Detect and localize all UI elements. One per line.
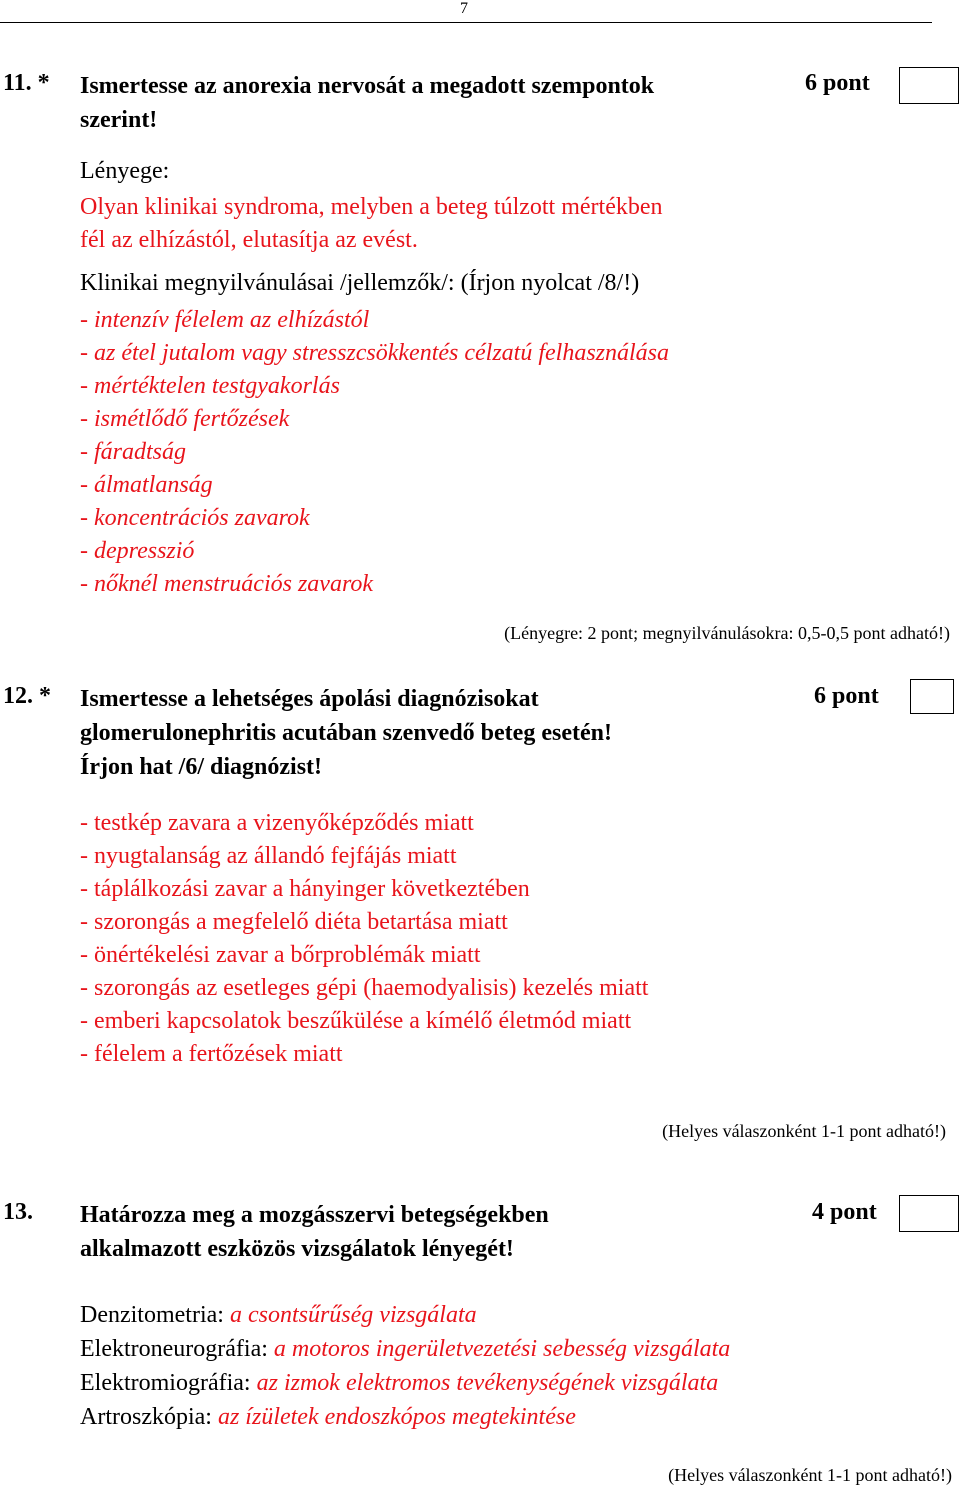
definition-item xyxy=(80,1298,730,1332)
points-label: 6 pont xyxy=(805,70,870,96)
list-item: - táplálkozási zavar a hányinger következtében xyxy=(80,876,530,902)
term: Elektroneurográfia: xyxy=(80,1336,268,1362)
definition: az ízületek endoszkópos megtekintése xyxy=(217,1404,576,1430)
question-title xyxy=(80,1198,549,1266)
definition-item xyxy=(80,1400,730,1434)
list-item: - emberi kapcsolatok beszűkülése a kímélő életmód miatt xyxy=(80,1008,632,1034)
essence-label: Lényege: xyxy=(80,158,170,184)
list-item: - fáradtság xyxy=(80,439,187,465)
question-title xyxy=(80,69,654,137)
essence-answer xyxy=(80,191,663,257)
answers-list xyxy=(80,807,648,1071)
list-item: - ismétlődő fertőzések xyxy=(80,406,290,432)
points-label: 4 pont xyxy=(812,1199,877,1225)
definitions-list xyxy=(80,1298,730,1434)
page-number: 7 xyxy=(460,0,468,17)
score-box[interactable] xyxy=(899,1195,959,1232)
definition-item xyxy=(80,1332,730,1366)
list-item: - nőknél menstruációs zavarok xyxy=(80,571,374,597)
title-line: Írjon hat /6/ diagnózist! xyxy=(80,754,323,780)
term: Artroszkópia: xyxy=(80,1404,212,1430)
list-item: - testkép zavara a vizenyőképződés miatt xyxy=(80,810,474,836)
answer-line: Olyan klinikai syndroma, melyben a beteg túlzott mértékben xyxy=(80,194,663,220)
list-item: - önértékelési zavar a bőrproblémák miatt xyxy=(80,942,481,968)
list-item: - depresszió xyxy=(80,538,195,564)
list-item: - álmatlanság xyxy=(80,472,213,498)
title-line: szerint! xyxy=(80,107,158,133)
points-label: 6 pont xyxy=(814,683,879,709)
list-item: - szorongás az esetleges gépi (haemodyalisis) kezelés miatt xyxy=(80,975,649,1001)
scoring-note: (Lényegre: 2 pont; megnyilvánulásokra: 0,5-0,5 pont adható!) xyxy=(504,623,950,643)
list-item: - mértéktelen testgyakorlás xyxy=(80,373,340,399)
term: Denzitometria: xyxy=(80,1302,224,1328)
title-line: glomerulonephritis acutában szenvedő beteg esetén! xyxy=(80,720,612,746)
symptoms-label: Klinikai megnyilvánulásai /jellemzők/: (Írjon nyolcat /8/!) xyxy=(80,270,640,296)
term: Elektromiográfia: xyxy=(80,1370,251,1396)
question-number: 11. * xyxy=(3,70,50,96)
list-item: - nyugtalanság az állandó fejfájás miatt xyxy=(80,843,457,869)
question-number: 13. xyxy=(3,1199,33,1225)
list-item: - szorongás a megfelelő diéta betartása miatt xyxy=(80,909,508,935)
definition-item xyxy=(80,1366,730,1400)
score-box[interactable] xyxy=(899,67,959,104)
title-line: Ismertesse az anorexia nervosát a megadott szempontok xyxy=(80,73,655,99)
score-box[interactable] xyxy=(910,679,954,714)
header-rule xyxy=(0,22,932,23)
title-line: Határozza meg a mozgásszervi betegségekben xyxy=(80,1202,549,1228)
symptoms-list xyxy=(80,304,669,601)
question-number: 12. * xyxy=(3,683,51,709)
list-item: - az étel jutalom vagy stresszcsökkentés célzatú felhasználása xyxy=(80,340,670,366)
list-item: - intenzív félelem az elhízástól xyxy=(80,307,370,333)
scoring-note: (Helyes válaszonként 1-1 pont adható!) xyxy=(668,1465,952,1485)
list-item: - félelem a fertőzések miatt xyxy=(80,1041,343,1067)
scoring-note: (Helyes válaszonként 1-1 pont adható!) xyxy=(662,1121,946,1141)
title-line: Ismertesse a lehetséges ápolási diagnózisokat xyxy=(80,686,539,712)
definition: az izmok elektromos tevékenységének vizsgálata xyxy=(256,1370,719,1396)
definition: a csontsűrűség vizsgálata xyxy=(229,1302,477,1328)
title-line: alkalmazott eszközös vizsgálatok lényegét! xyxy=(80,1236,514,1262)
definition: a motoros ingerületvezetési sebesség vizsgálata xyxy=(273,1336,731,1362)
question-title xyxy=(80,682,612,784)
list-item: - koncentrációs zavarok xyxy=(80,505,310,531)
answer-line: fél az elhízástól, elutasítja az evést. xyxy=(80,227,418,253)
